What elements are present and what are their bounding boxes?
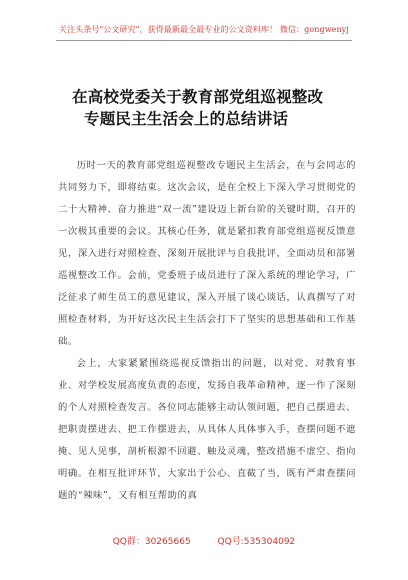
document-title — [72, 86, 362, 130]
body-paragraph-2: 会上，大家紧紧围绕巡视反馈指出的问题，以对党、对教育事业、对学校发展高度负责的态度，发扬自我革命精神，逐一作了深刻的个人对照检查发言。各位同志能够主动认领问题，把自己摆进去、把职责摆进去、把工作摆进去，从具体人具体事入手，查摆问题不遮掩、见人见事，剖析根源不回避、触及灵魂，整改措施不虚空、指向明确。在相互批评环节，大家出于公心、直截了当，既有严肃查摆问题的“辣味”，又有相互帮助的真 — [58, 358, 356, 501]
footer-contact — [0, 534, 408, 547]
header-divider — [56, 40, 352, 41]
title-line-1: 在高校党委关于教育部党组巡视整改 — [72, 87, 324, 106]
title-line-2: 专题民主生活会上的总结讲话 — [84, 109, 289, 128]
body-paragraph-1: 历时一天的教育部党组巡视整改专题民主生活会，在与会同志的共同努力下，即将结束。这次会议，是在全校上下深入学习贯彻党的二十大精神、奋力推进“双一流”建设迈上新台阶的关键时期，召开的一次极其重要的会议。其核心任务，就是紧扣教育部党组巡视反馈意见，深入进行对照检查、深刻开展批评与自我批评，全面动员和部署巡视整改工作。会前，党委班子成员进行了深入系统的理论学习，广泛征求了师生员工的意见建议，深入开展了谈心谈话，认真撰写了对照检查材料，为开好这次民主生活会打下了坚实的思想基础和工作基础。 — [58, 160, 356, 347]
footer-qq-group: QQ群：30265665 — [112, 537, 191, 547]
footer-qq-number: QQ号:535304092 — [217, 537, 296, 547]
document-body — [58, 155, 356, 507]
header-promo-note: 关注头条号"公文研究"，获得最新最全最专业的公文资料库！ 微信：gongwenyj — [59, 25, 349, 34]
